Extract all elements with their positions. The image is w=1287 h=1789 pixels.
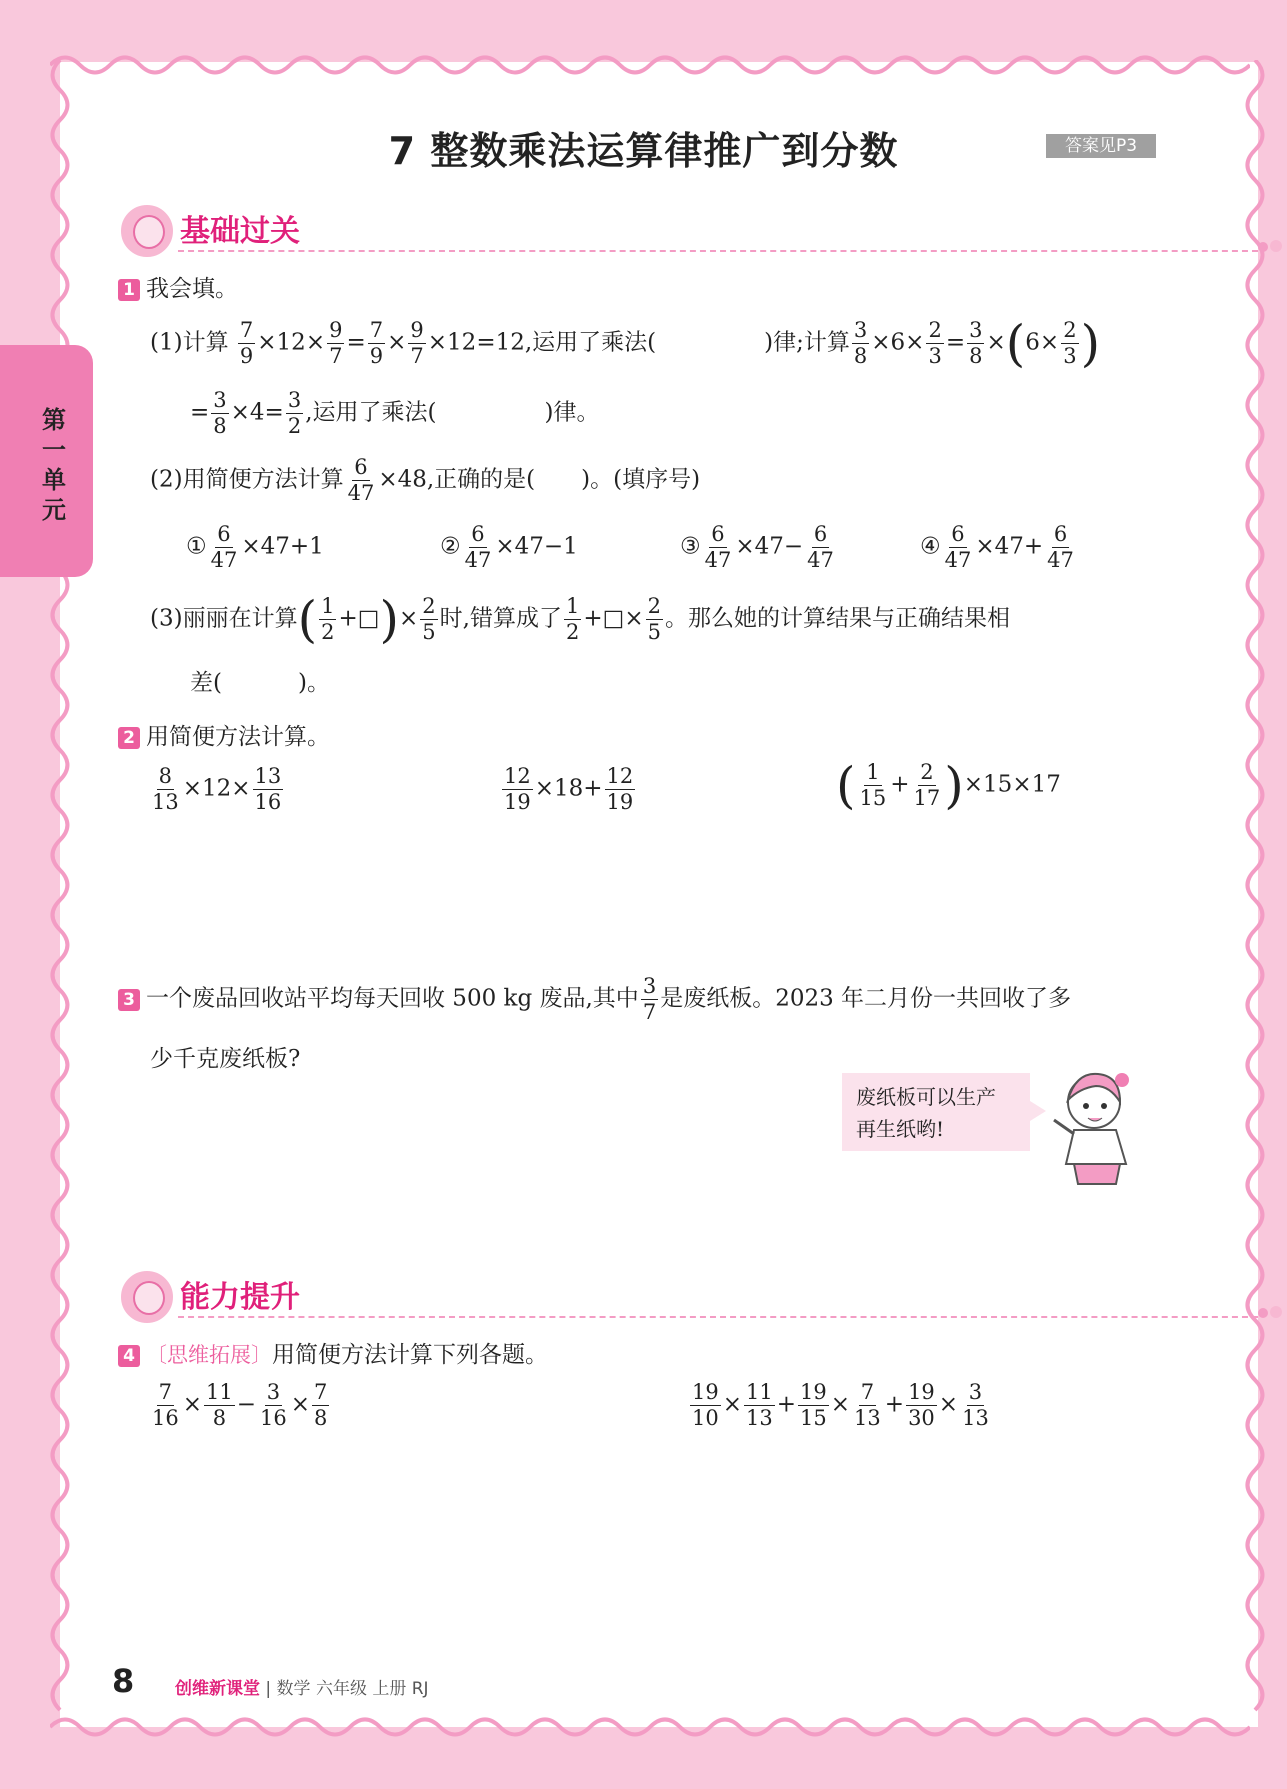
hint-speech-bubble [842, 1073, 1030, 1151]
text: 。那么她的计算结果与正确结果相 [665, 605, 1011, 632]
question-3-line2 [150, 1040, 300, 1073]
fraction: $\frac{7}{8}$ [314, 1380, 328, 1430]
unit-side-tab [0, 345, 93, 577]
top-wave-border [50, 40, 1250, 80]
q2-expr-2: $\frac{12}{19}$ ×18+ $\frac{12}{19}$ [504, 764, 634, 814]
question-tag: 〔思维拓展〕 [146, 1343, 272, 1367]
text: (3)丽丽在计算 [150, 605, 298, 632]
side-tab-char: 第 [42, 406, 66, 434]
text: 是废纸板。2023 年二月份一共回收了多 [660, 985, 1072, 1012]
q4-expr-2: $\frac{19}{10}$ × $\frac{11}{13}$ + $\frac{19}{15}$ × $\frac{7}{13}$ + $\frac{19}{30}$ × $\frac{3}{13}$ [692, 1380, 989, 1430]
q2-expr-3: ( $\frac{1}{15}$ + $\frac{2}{17}$ )×15×17 [836, 756, 1061, 815]
fraction: $\frac{6}{47}$ [464, 522, 492, 572]
section-divider [178, 1316, 1258, 1318]
fraction: $\frac{6}{47}$ [347, 455, 375, 505]
q1-part3-line1: (3)丽丽在计算( $\frac{1}{2}$ +□)× $\frac{2}{5}$ 时,错算成了 $\frac{1}{2}$ +□× $\frac{2}{5}$ 。那么她的计算结果与正确结果相 [150, 590, 1011, 649]
q1-part1-line2: = $\frac{3}{8}$ ×4= $\frac{3}{2}$ ,运用了乘法( )律。 [190, 388, 600, 438]
girl-illustration-icon [1046, 1064, 1136, 1194]
fraction: $\frac{19}{15}$ [800, 1380, 827, 1430]
q1-part2: (2)用简便方法计算 $\frac{6}{47}$ ×48,正确的是( )。(填序号) [150, 455, 701, 505]
fraction: $\frac{12}{19}$ [606, 764, 634, 814]
fraction: $\frac{2}{3}$ [928, 318, 942, 368]
fraction: $\frac{19}{10}$ [692, 1380, 719, 1430]
footer-info [175, 1674, 429, 1699]
text: 少千克废纸板? [150, 1046, 301, 1072]
fraction: $\frac{19}{30}$ [908, 1380, 935, 1430]
side-tab-char: 一 [42, 436, 66, 464]
fraction: $\frac{3}{8}$ [853, 318, 868, 368]
fraction: $\frac{6}{47}$ [704, 522, 732, 572]
fraction: $\frac{11}{13}$ [746, 1380, 773, 1430]
fraction: $\frac{3}{16}$ [260, 1380, 287, 1430]
mascot-icon [118, 202, 176, 260]
fraction: $\frac{11}{8}$ [206, 1380, 233, 1430]
fraction: $\frac{3}{7}$ [642, 974, 657, 1024]
right-wave-border [1240, 60, 1270, 1730]
q1-option-1: ① $\frac{6}{47}$ ×47+1 [186, 522, 324, 572]
section-divider [178, 250, 1258, 252]
fraction: $\frac{9}{7}$ [410, 318, 424, 368]
question-prompt: 我会填。 [146, 276, 238, 302]
footer-brand: 创维新课堂 [175, 1679, 260, 1699]
fraction: $\frac{7}{13}$ [854, 1380, 881, 1430]
text: (1)计算 [150, 329, 229, 356]
fraction: $\frac{1}{2}$ [321, 594, 335, 644]
text: ,运用了乘法( [524, 329, 657, 356]
question-prompt: 用简便方法计算。 [146, 724, 330, 750]
bubble-text: 再生纸哟! [856, 1117, 945, 1141]
question-4 [118, 1336, 548, 1369]
page-title: 7 整数乘法运算律推广到分数 [388, 129, 899, 173]
fraction: $\frac{7}{9}$ [239, 318, 254, 368]
fraction: $\frac{6}{47}$ [807, 522, 834, 572]
bubble-text: 废纸板可以生产 [856, 1085, 996, 1109]
side-tab-char: 单 [42, 466, 66, 494]
q1-part3-line2 [190, 664, 330, 697]
decor-dots [1258, 242, 1268, 252]
fraction: $\frac{2}{5}$ [647, 594, 662, 644]
question-number: 2 [118, 727, 140, 749]
fraction: $\frac{2}{5}$ [422, 594, 436, 644]
fraction: $\frac{3}{8}$ [213, 388, 227, 438]
section-title: 能力提升 [180, 1280, 300, 1315]
fraction: $\frac{3}{13}$ [962, 1380, 989, 1430]
option-label: ③ [680, 533, 701, 560]
question-number: 4 [118, 1345, 140, 1367]
text: )律。 [544, 399, 600, 426]
question-3-line1 [118, 974, 1071, 1025]
fraction: $\frac{6}{47}$ [944, 522, 972, 572]
text: )律;计算 [764, 329, 850, 356]
fraction: $\frac{3}{2}$ [287, 388, 302, 438]
fraction: $\frac{1}{15}$ [859, 760, 887, 810]
q1-part1-line1: (1)计算 $\frac{7}{9}$ ×12× $\frac{9}{7}$ = $\frac{7}{9}$ × $\frac{9}{7}$ ×12=12,运用了乘法( )律;计算 $\frac{3}{8}$ ×6× $\frac{2}{3}$ = $\frac{3}{8}$ ×(6× $\frac{2}{3}$ ) [150, 314, 1101, 373]
mascot-icon [118, 1268, 176, 1326]
option-label: ④ [920, 533, 941, 560]
left-wave-border [45, 60, 75, 1730]
fraction: $\frac{2}{17}$ [913, 760, 941, 810]
text: 时,错算成了 [439, 605, 562, 632]
fraction: $\frac{7}{9}$ [369, 318, 384, 368]
question-1 [118, 270, 238, 303]
section-advanced-header [118, 1268, 1278, 1328]
text: )。(填序号) [581, 466, 701, 493]
text: )。 [297, 670, 330, 696]
text: ,正确的是( [426, 466, 536, 493]
option-label: ① [186, 533, 207, 560]
fraction: $\frac{2}{3}$ [1063, 318, 1077, 368]
fraction: $\frac{9}{7}$ [329, 318, 343, 368]
fraction: $\frac{6}{47}$ [210, 522, 238, 572]
answer-reference: 答案见P3 [1046, 134, 1156, 158]
text: 一个废品回收站平均每天回收 500 kg 废品,其中 [146, 985, 639, 1012]
question-number: 3 [118, 989, 140, 1011]
question-prompt: 用简便方法计算下列各题。 [272, 1342, 548, 1368]
q1-option-3: ③ $\frac{6}{47}$ ×47− $\frac{6}{47}$ [680, 522, 834, 572]
q4-expr-1: $\frac{7}{16}$ × $\frac{11}{8}$ − $\frac{3}{16}$ × $\frac{7}{8}$ [152, 1380, 328, 1430]
fraction: $\frac{12}{19}$ [504, 764, 531, 814]
section-basic-header [118, 202, 1278, 262]
q1-option-4: ④ $\frac{6}{47}$ ×47+ $\frac{6}{47}$ [920, 522, 1074, 572]
fraction: $\frac{1}{2}$ [565, 594, 580, 644]
text: ,运用了乘法( [305, 399, 437, 426]
fraction: $\frac{3}{8}$ [969, 318, 983, 368]
footer-details: | 数学 六年级 上册 RJ [265, 1679, 429, 1699]
fraction: $\frac{7}{16}$ [152, 1380, 179, 1430]
q1-option-2: ② $\frac{6}{47}$ ×47−1 [440, 522, 578, 572]
q2-expr-1: $\frac{8}{13}$ ×12× $\frac{13}{16}$ [152, 764, 282, 814]
fraction: $\frac{13}{16}$ [254, 764, 282, 814]
option-label: ② [440, 533, 461, 560]
text: (2)用简便方法计算 [150, 466, 344, 493]
question-2 [118, 718, 330, 751]
side-tab-char: 元 [42, 496, 66, 524]
page-number: 8 [112, 1662, 135, 1700]
decor-dots [1258, 1308, 1268, 1318]
text: 差( [190, 670, 222, 696]
fraction: $\frac{6}{47}$ [1047, 522, 1074, 572]
question-number: 1 [118, 279, 140, 301]
bottom-wave-border [50, 1712, 1250, 1752]
page-sheet [60, 62, 1258, 1727]
section-title: 基础过关 [180, 214, 300, 249]
fraction: $\frac{8}{13}$ [152, 764, 179, 814]
